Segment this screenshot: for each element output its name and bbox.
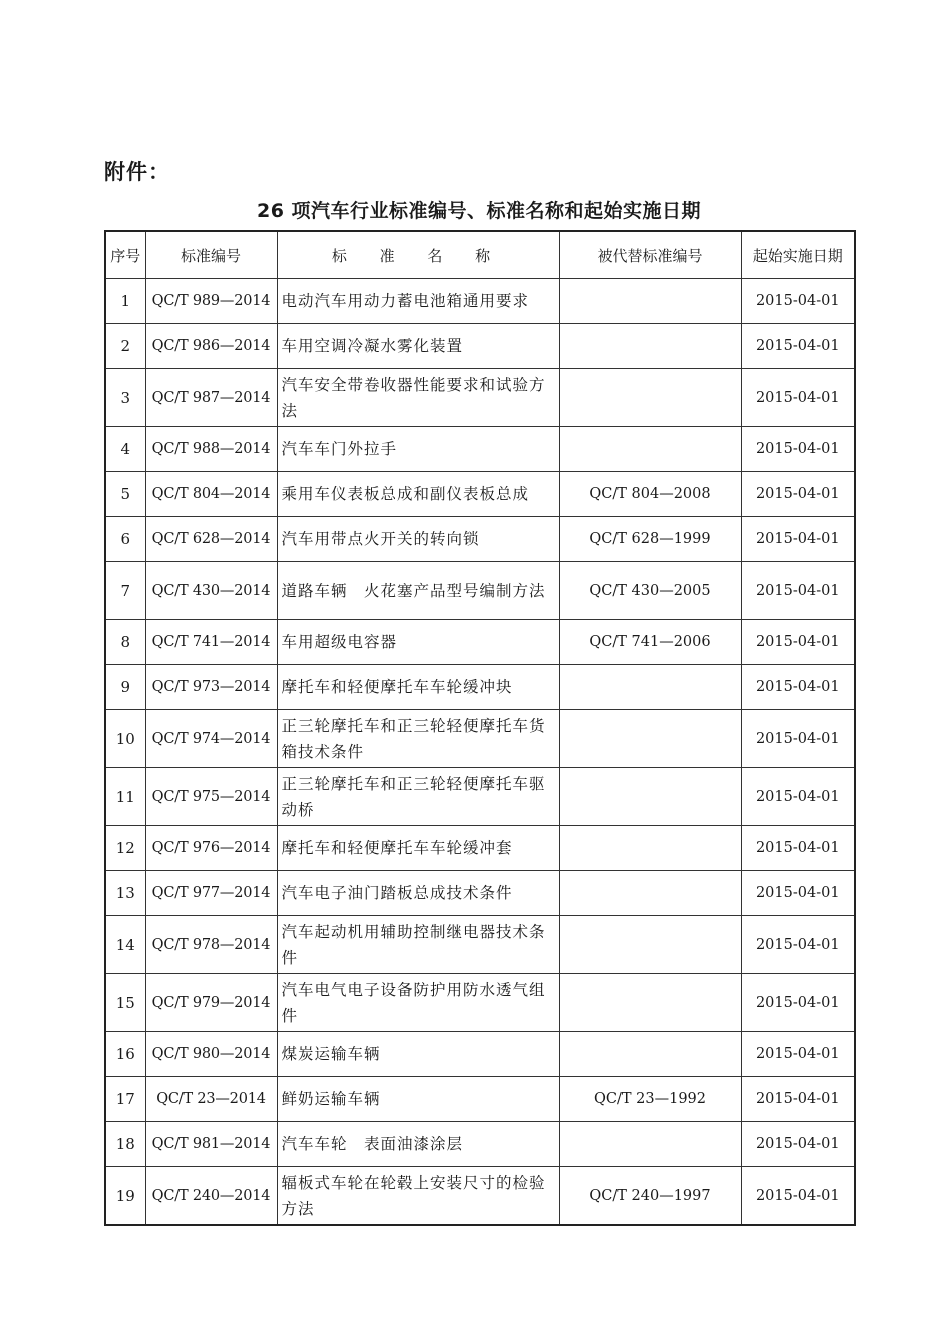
cell-name: 车用空调冷凝水雾化装置	[277, 324, 559, 369]
cell-replaced	[559, 324, 741, 369]
cell-code: QC/T 980—2014	[145, 1032, 277, 1077]
cell-name: 正三轮摩托车和正三轮轻便摩托车货箱技术条件	[277, 710, 559, 768]
table-body	[105, 279, 855, 1226]
table-row	[105, 974, 855, 1032]
cell-name: 摩托车和轻便摩托车车轮缓冲块	[277, 665, 559, 710]
cell-code: QC/T 741—2014	[145, 620, 277, 665]
cell-no: 2	[105, 324, 145, 369]
cell-name: 汽车起动机用辅助控制继电器技术条件	[277, 916, 559, 974]
attachment-label: 附件：	[104, 160, 170, 184]
table-row	[105, 324, 855, 369]
cell-date: 2015-04-01	[741, 427, 855, 472]
table-row	[105, 665, 855, 710]
cell-replaced	[559, 665, 741, 710]
cell-replaced	[559, 279, 741, 324]
table-row	[105, 620, 855, 665]
table-row	[105, 562, 855, 620]
column-header-code: 标准编号	[145, 231, 277, 279]
table-row	[105, 1122, 855, 1167]
standards-table	[104, 230, 856, 1226]
cell-date: 2015-04-01	[741, 916, 855, 974]
cell-replaced: QC/T 430—2005	[559, 562, 741, 620]
cell-date: 2015-04-01	[741, 517, 855, 562]
cell-code: QC/T 973—2014	[145, 665, 277, 710]
cell-replaced	[559, 427, 741, 472]
cell-name: 鲜奶运输车辆	[277, 1077, 559, 1122]
cell-date: 2015-04-01	[741, 974, 855, 1032]
cell-replaced	[559, 974, 741, 1032]
table-row	[105, 1077, 855, 1122]
cell-replaced: QC/T 240—1997	[559, 1167, 741, 1226]
cell-replaced	[559, 710, 741, 768]
cell-code: QC/T 977—2014	[145, 871, 277, 916]
cell-name: 汽车车门外拉手	[277, 427, 559, 472]
cell-date: 2015-04-01	[741, 369, 855, 427]
cell-code: QC/T 240—2014	[145, 1167, 277, 1226]
cell-no: 15	[105, 974, 145, 1032]
cell-replaced: QC/T 741—2006	[559, 620, 741, 665]
cell-date: 2015-04-01	[741, 279, 855, 324]
table-row	[105, 916, 855, 974]
table-row	[105, 517, 855, 562]
cell-code: QC/T 23—2014	[145, 1077, 277, 1122]
cell-code: QC/T 804—2014	[145, 472, 277, 517]
cell-date: 2015-04-01	[741, 472, 855, 517]
cell-name: 乘用车仪表板总成和副仪表板总成	[277, 472, 559, 517]
cell-no: 8	[105, 620, 145, 665]
cell-date: 2015-04-01	[741, 871, 855, 916]
cell-name: 正三轮摩托车和正三轮轻便摩托车驱动桥	[277, 768, 559, 826]
cell-code: QC/T 976—2014	[145, 826, 277, 871]
cell-no: 4	[105, 427, 145, 472]
cell-no: 7	[105, 562, 145, 620]
cell-code: QC/T 987—2014	[145, 369, 277, 427]
cell-code: QC/T 975—2014	[145, 768, 277, 826]
cell-replaced: QC/T 628—1999	[559, 517, 741, 562]
table-row	[105, 427, 855, 472]
cell-code: QC/T 979—2014	[145, 974, 277, 1032]
cell-no: 14	[105, 916, 145, 974]
column-header-replaced: 被代替标准编号	[559, 231, 741, 279]
cell-code: QC/T 986—2014	[145, 324, 277, 369]
cell-no: 12	[105, 826, 145, 871]
cell-name: 道路车辆 火花塞产品型号编制方法	[277, 562, 559, 620]
cell-code: QC/T 978—2014	[145, 916, 277, 974]
cell-no: 9	[105, 665, 145, 710]
cell-code: QC/T 981—2014	[145, 1122, 277, 1167]
cell-code: QC/T 628—2014	[145, 517, 277, 562]
column-header-name: 标 准 名 称	[277, 231, 559, 279]
table-row	[105, 768, 855, 826]
table-row	[105, 472, 855, 517]
cell-no: 11	[105, 768, 145, 826]
cell-no: 17	[105, 1077, 145, 1122]
cell-name: 车用超级电容器	[277, 620, 559, 665]
cell-code: QC/T 989—2014	[145, 279, 277, 324]
cell-date: 2015-04-01	[741, 710, 855, 768]
cell-replaced	[559, 768, 741, 826]
table-row	[105, 1032, 855, 1077]
cell-name: 汽车车轮 表面油漆涂层	[277, 1122, 559, 1167]
cell-name: 煤炭运输车辆	[277, 1032, 559, 1077]
cell-name: 辐板式车轮在轮毂上安装尺寸的检验方法	[277, 1167, 559, 1226]
cell-no: 19	[105, 1167, 145, 1226]
cell-replaced	[559, 826, 741, 871]
cell-no: 5	[105, 472, 145, 517]
cell-date: 2015-04-01	[741, 826, 855, 871]
column-header-date: 起始实施日期	[741, 231, 855, 279]
table-row	[105, 279, 855, 324]
cell-date: 2015-04-01	[741, 562, 855, 620]
cell-name: 汽车电气电子设备防护用防水透气组件	[277, 974, 559, 1032]
table-row	[105, 826, 855, 871]
table-row	[105, 710, 855, 768]
document-title: 26 项汽车行业标准编号、标准名称和起始实施日期	[256, 200, 702, 222]
cell-no: 16	[105, 1032, 145, 1077]
cell-replaced	[559, 369, 741, 427]
table-row	[105, 871, 855, 916]
cell-replaced: QC/T 804—2008	[559, 472, 741, 517]
cell-date: 2015-04-01	[741, 1032, 855, 1077]
cell-no: 13	[105, 871, 145, 916]
cell-no: 3	[105, 369, 145, 427]
cell-date: 2015-04-01	[741, 1167, 855, 1226]
cell-name: 电动汽车用动力蓄电池箱通用要求	[277, 279, 559, 324]
cell-date: 2015-04-01	[741, 768, 855, 826]
table-row	[105, 1167, 855, 1226]
cell-name: 汽车用带点火开关的转向锁	[277, 517, 559, 562]
cell-replaced: QC/T 23—1992	[559, 1077, 741, 1122]
cell-date: 2015-04-01	[741, 1122, 855, 1167]
column-header-no: 序号	[105, 231, 145, 279]
cell-code: QC/T 988—2014	[145, 427, 277, 472]
cell-no: 10	[105, 710, 145, 768]
cell-code: QC/T 430—2014	[145, 562, 277, 620]
cell-replaced	[559, 871, 741, 916]
cell-no: 1	[105, 279, 145, 324]
cell-name: 摩托车和轻便摩托车车轮缓冲套	[277, 826, 559, 871]
cell-replaced	[559, 916, 741, 974]
cell-code: QC/T 974—2014	[145, 710, 277, 768]
cell-name: 汽车电子油门踏板总成技术条件	[277, 871, 559, 916]
cell-date: 2015-04-01	[741, 620, 855, 665]
cell-replaced	[559, 1122, 741, 1167]
cell-date: 2015-04-01	[741, 324, 855, 369]
cell-date: 2015-04-01	[741, 1077, 855, 1122]
table-header-row	[105, 231, 855, 279]
cell-no: 6	[105, 517, 145, 562]
cell-date: 2015-04-01	[741, 665, 855, 710]
table-row	[105, 369, 855, 427]
cell-name: 汽车安全带卷收器性能要求和试验方法	[277, 369, 559, 427]
cell-replaced	[559, 1032, 741, 1077]
cell-no: 18	[105, 1122, 145, 1167]
